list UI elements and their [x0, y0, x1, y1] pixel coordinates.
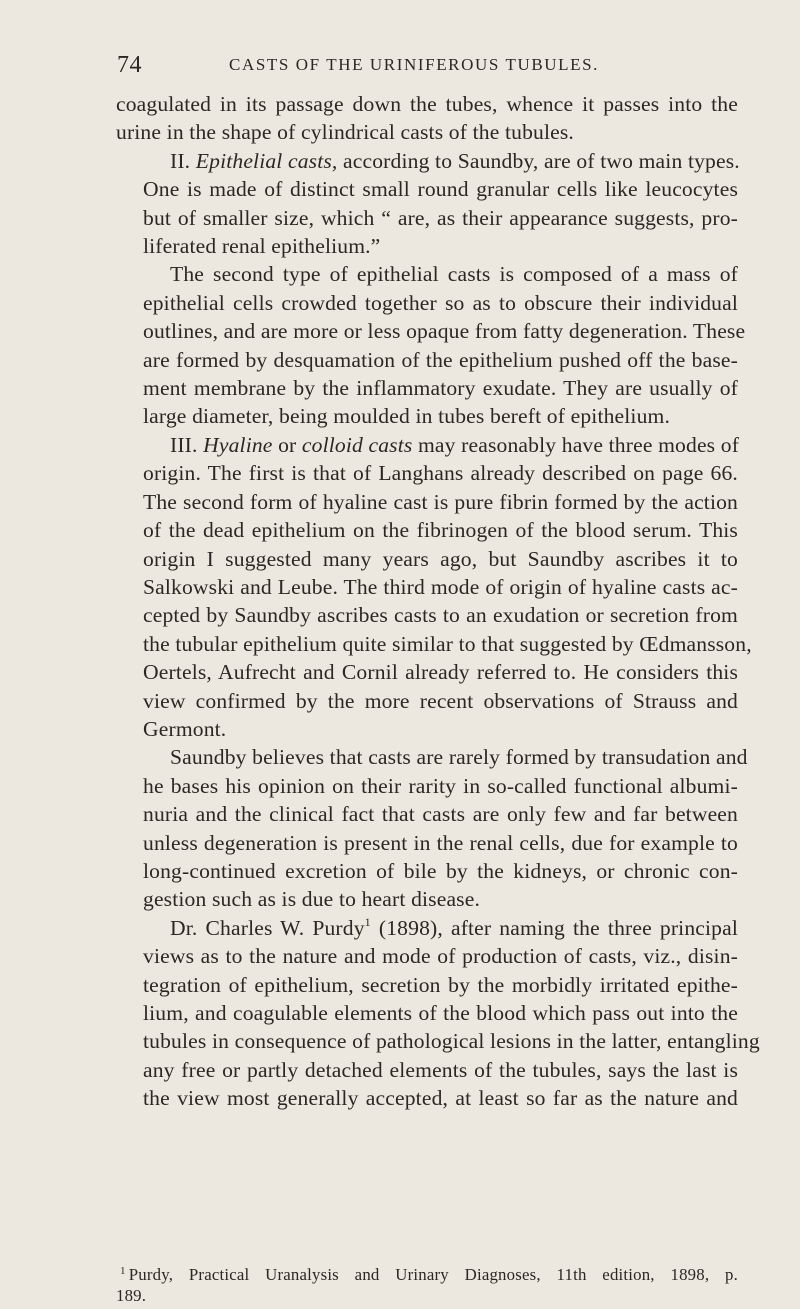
footnote-line: 189. — [116, 1286, 147, 1305]
text-line: tegration of epithelium, secretion by the morbidly irritated epithe- — [143, 972, 738, 997]
text-line: tubules in consequence of pathological lesions in the latter, entangling — [143, 1029, 760, 1054]
text-line: the tubular epithelium quite similar to that suggested by Œdmansson, — [143, 631, 752, 656]
text-line: ment membrane by the inflammatory exudate. They are usually of — [143, 376, 738, 401]
paragraph-epithelial-casts — [116, 147, 738, 261]
page-number: 74 — [117, 52, 142, 78]
text-line: he bases his opinion on their rarity in so-called functional albumi- — [143, 773, 738, 798]
paragraph-purdy — [116, 914, 760, 1113]
text-line: of the dead epithelium on the fibrinogen of the blood serum. This — [143, 518, 738, 543]
page-header — [117, 52, 727, 82]
text-line — [116, 147, 738, 175]
footnote — [116, 1264, 738, 1306]
text-line: Saundby believes that casts are rarely formed by transudation and — [170, 745, 748, 770]
text-line: any free or partly detached elements of the tubules, says the last is — [143, 1057, 738, 1082]
text-line: long-continued excretion of bile by the kidneys, or chronic con- — [143, 858, 738, 883]
text-line: Salkowski and Leube. The third mode of origin of hyaline casts ac- — [143, 574, 738, 599]
text-line: One is made of distinct small round granular cells like leucocytes — [143, 177, 738, 202]
text-line: epithelial cells crowded together so as to obscure their individual — [143, 290, 738, 315]
footnote-reference[interactable]: 1 — [364, 914, 371, 929]
text-line: are formed by desquamation of the epithelium pushed off the base- — [143, 347, 738, 372]
italic-term: Epithelial casts, — [195, 148, 338, 173]
running-head: CASTS OF THE URINIFEROUS TUBULES. — [229, 55, 600, 74]
text-run: or — [272, 432, 302, 457]
text-run: (1898), after naming the three principal — [370, 915, 738, 940]
text-line: origin I suggested many years ago, but Saundby ascribes it to — [143, 546, 738, 571]
text-line: The second type of epithelial casts is composed of a mass of — [170, 262, 738, 287]
text-line: lium, and coagulable elements of the blood which pass out into the — [143, 1001, 738, 1025]
text-line: nuria and the clinical fact that casts are only few and far between — [143, 802, 738, 827]
body-text — [116, 90, 760, 1113]
paragraph-continuation — [116, 90, 738, 147]
paragraph-hyaline-casts — [116, 431, 752, 743]
paragraph-second-type — [116, 260, 746, 430]
section-numeral: III. — [170, 432, 204, 457]
text-line: coagulated in its passage down the tubes, whence it passes into the — [116, 92, 738, 116]
text-line: liferated renal epithelium.” — [143, 234, 381, 259]
footnote-line — [116, 1264, 738, 1285]
text-line: large diameter, being moulded in tubes bereft of epithelium. — [143, 404, 671, 429]
footnote-text: Purdy, Practical Uranalysis and Urinary Diagnoses, 11th edition, 1898, p. — [128, 1265, 738, 1284]
section-numeral: II. — [170, 148, 196, 173]
text-line: views as to the nature and mode of production of casts, viz., disin- — [143, 944, 738, 969]
text-line: cepted by Saundby ascribes casts to an exudation or secretion from — [143, 603, 738, 628]
text-run: may reasonably have three modes of — [412, 432, 740, 457]
text-line: The second form of hyaline cast is pure fibrin formed by the action — [143, 489, 738, 514]
text-line: Oertels, Aufrecht and Cornil already referred to. He considers this — [143, 660, 738, 685]
text-line: Germont. — [143, 716, 227, 741]
text-line: outlines, and are more or less opaque from fatty degeneration. These — [143, 319, 746, 344]
text-line: the view most generally accepted, at least so far as the nature and — [143, 1086, 738, 1111]
text-run: according to Saundby, are of two main types. — [337, 148, 740, 173]
text-line: view confirmed by the more recent observations of Strauss and — [143, 688, 738, 713]
text-run: Dr. Charles W. Purdy — [170, 915, 365, 940]
text-line — [116, 431, 738, 459]
text-line — [116, 914, 738, 942]
text-line: gestion such as is due to heart disease. — [143, 887, 481, 912]
text-line: urine in the shape of cylindrical casts of the tubules. — [116, 120, 574, 145]
text-line: but of smaller size, which “ are, as their appearance suggests, pro- — [143, 205, 738, 230]
italic-term: colloid casts — [301, 432, 413, 457]
text-line: origin. The first is that of Langhans already described on page 66. — [143, 461, 738, 486]
italic-term: Hyaline — [203, 432, 273, 457]
paragraph-saundby-believes — [116, 743, 748, 913]
text-line: unless degeneration is present in the renal cells, due for example to — [143, 830, 738, 855]
footnote-marker: 1 — [120, 1265, 126, 1277]
